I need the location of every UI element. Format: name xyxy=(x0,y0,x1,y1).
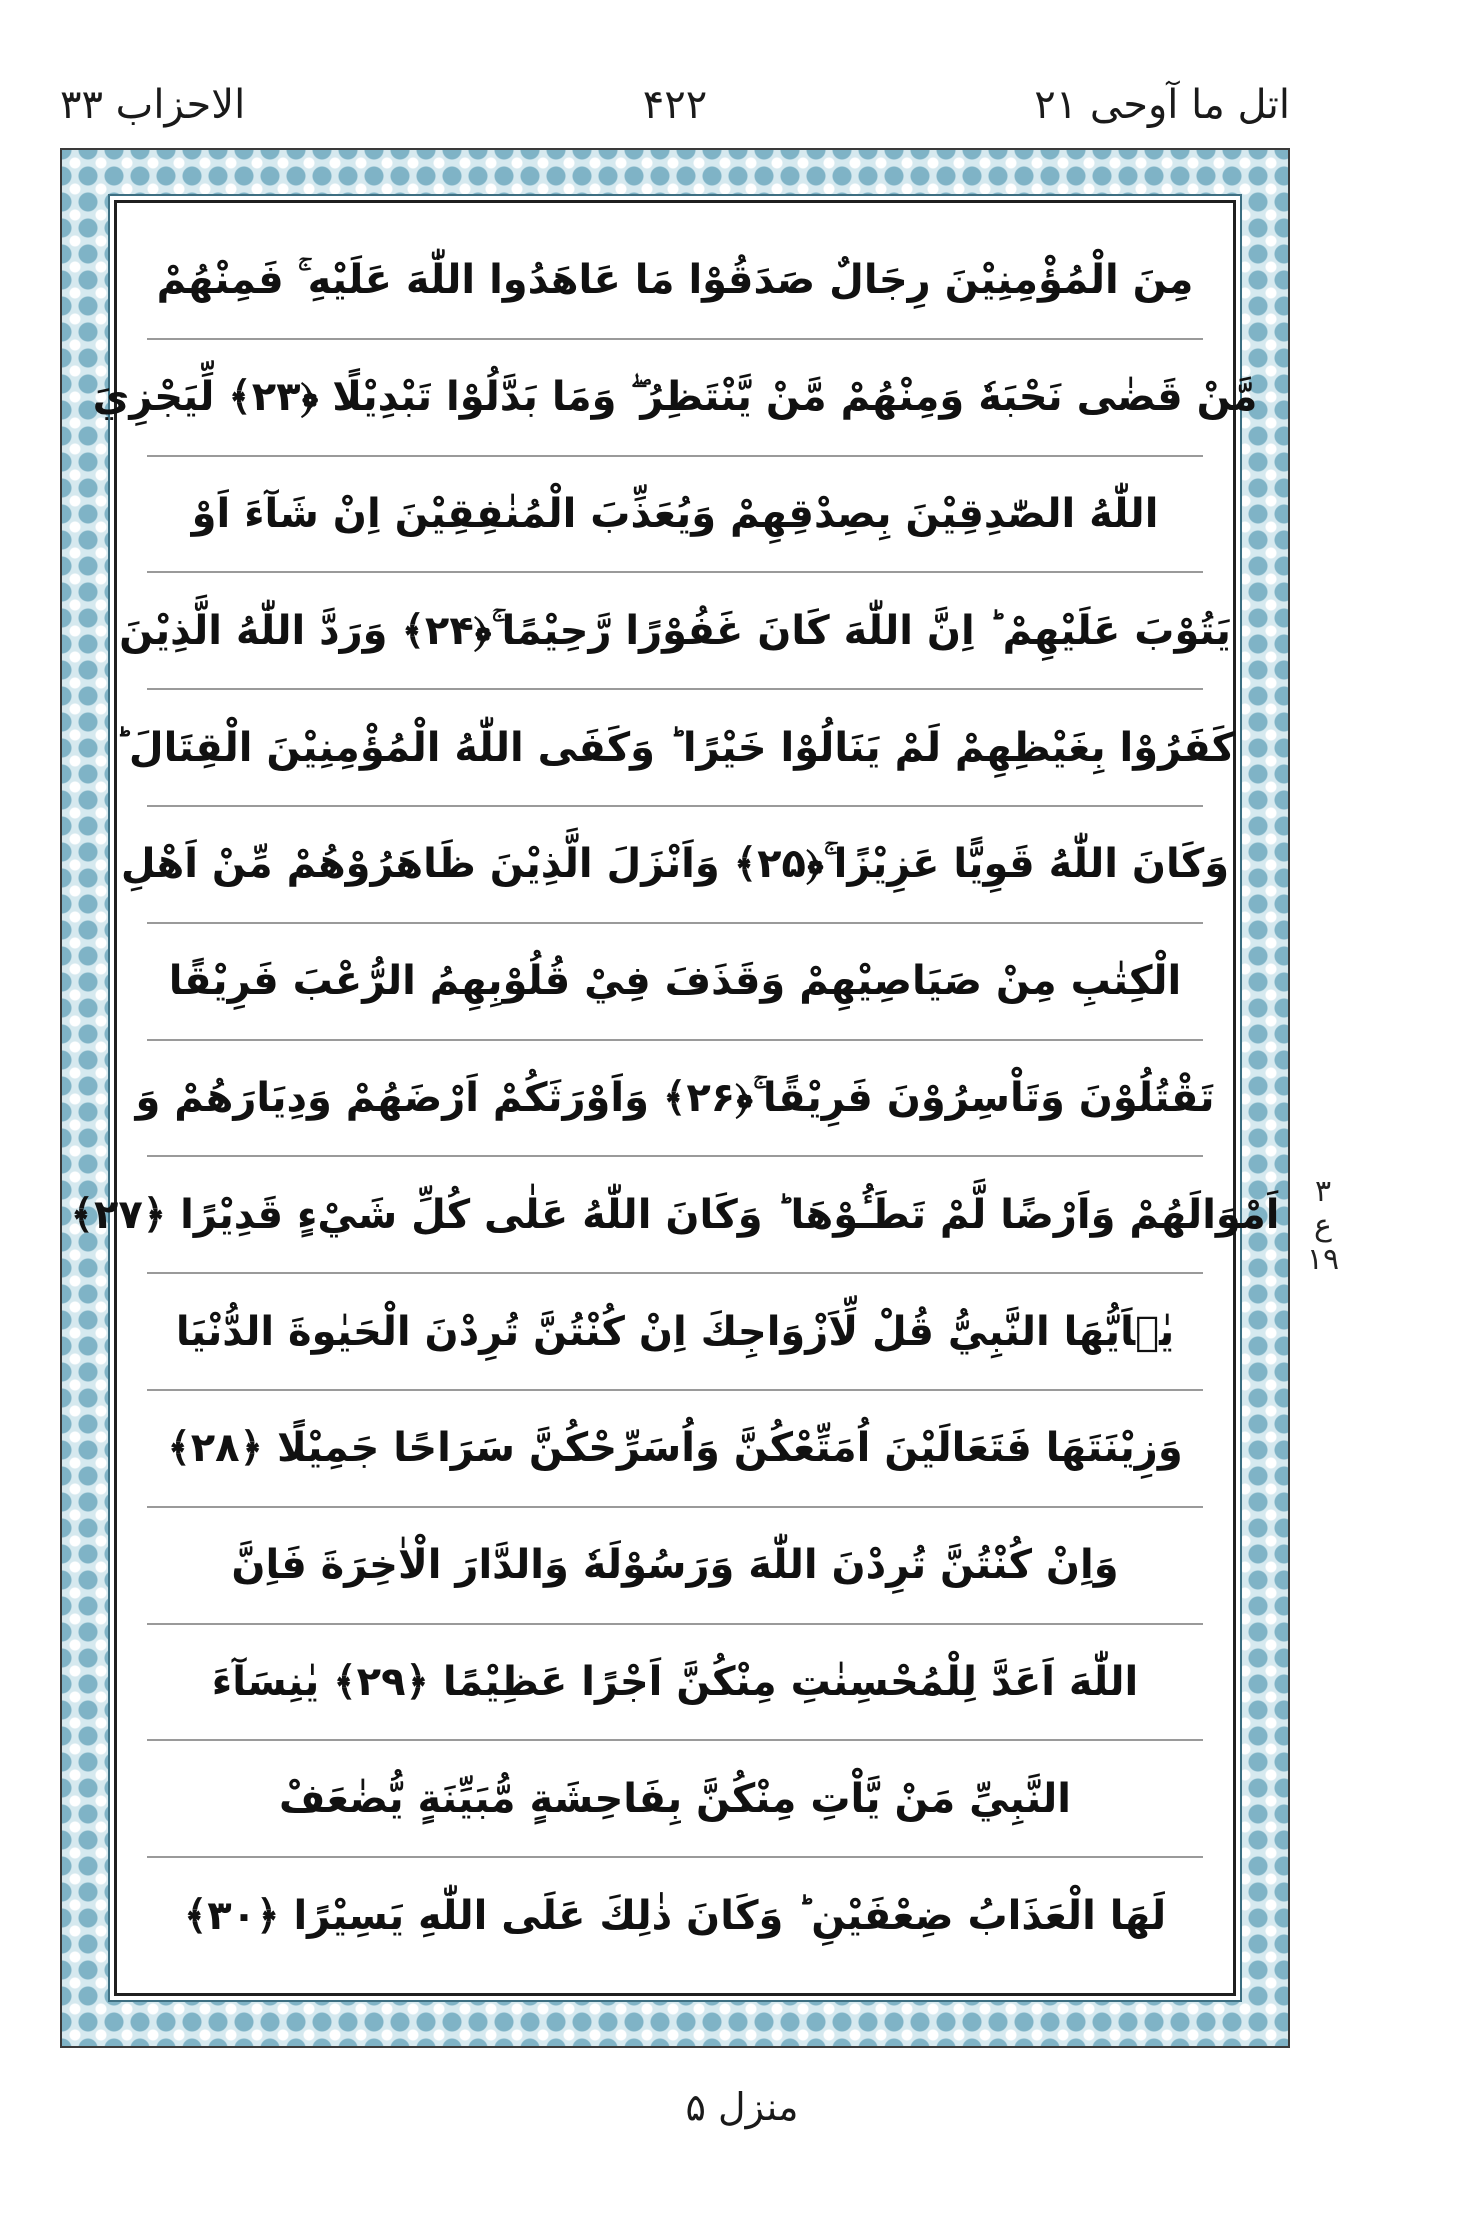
verse-line: لَهَا الْعَذَابُ ضِعْفَيْنِ ؕ وَكَانَ ذٰلِكَ عَلَى اللّٰهِ يَسِيْرًا ﴿۳۰﴾ xyxy=(183,1892,1167,1939)
page-header xyxy=(60,70,1290,140)
verse-line: مَّنْ قَضٰى نَحْبَهٗ وَمِنْهُمْ مَّنْ يَّنْتَظِرُ ۖ وَمَا بَدَّلُوْا تَبْدِيْلًا ﴿۲۳﴾ لِّيَجْزِيَ xyxy=(147,340,1203,457)
ruku-marker xyxy=(1298,1175,1348,1277)
verse-lines xyxy=(70,223,1280,1973)
text-panel xyxy=(70,200,1280,1996)
verse-line: وَكَانَ اللّٰهُ قَوِيًّا عَزِيْزًا ۚ﴿۲۵﴾ وَاَنْزَلَ الَّذِيْنَ ظَاهَرُوْهُمْ مِّنْ اَهْلِ xyxy=(147,807,1203,924)
ruku-marker-symbol: ع xyxy=(1314,1208,1332,1243)
verse-line: مِنَ الْمُؤْمِنِيْنَ رِجَالٌ صَدَقُوْا مَا عَاهَدُوا اللّٰهَ عَلَيْهِ ۚ فَمِنْهُمْ xyxy=(147,223,1203,340)
verse-line: كَفَرُوْا بِغَيْظِهِمْ لَمْ يَنَالُوْا خَيْرًا ؕ وَكَفَى اللّٰهُ الْمُؤْمِنِيْنَ الْقِتَالَ ؕ xyxy=(147,690,1203,807)
ruku-marker-bottom: ١٩ xyxy=(1306,1242,1340,1277)
verse-line: يَتُوْبَ عَلَيْهِمْ ؕ اِنَّ اللّٰهَ كَانَ غَفُوْرًا رَّحِيْمًا ۚ﴿۲۴﴾ وَرَدَّ اللّٰهُ الَّذِيْنَ xyxy=(147,573,1203,690)
verse-line: النَّبِيِّ مَنْ يَّاْتِ مِنْكُنَّ بِفَاحِشَةٍ مُّبَيِّنَةٍ يُّضٰعَفْ xyxy=(147,1741,1203,1858)
verse-line: وَاِنْ كُنْتُنَّ تُرِدْنَ اللّٰهَ وَرَسُوْلَهٗ وَالدَّارَ الْاٰخِرَةَ فَاِنَّ xyxy=(147,1508,1203,1625)
ruku-marker-top: ٣ xyxy=(1314,1174,1332,1209)
verse-line: اَمْوَالَهُمْ وَاَرْضًا لَّمْ تَطَـُٔوْهَا ؕ وَكَانَ اللّٰهُ عَلٰى كُلِّ شَيْءٍ قَدِيْرًا ﴿۲۷﴾ xyxy=(147,1157,1203,1274)
verse-line: اللّٰهُ الصّٰدِقِيْنَ بِصِدْقِهِمْ وَيُعَذِّبَ الْمُنٰفِقِيْنَ اِنْ شَآءَ اَوْ xyxy=(147,457,1203,574)
ornamental-border xyxy=(60,148,1290,2048)
juz-title: اتل ما آوحی ۲۱ xyxy=(1034,82,1290,128)
verse-line: تَقْتُلُوْنَ وَتَاْسِرُوْنَ فَرِيْقًا ۚ﴿۲۶﴾ وَاَوْرَثَكُمْ اَرْضَهُمْ وَدِيَارَهُمْ وَ xyxy=(147,1041,1203,1158)
manzil-footer: منزل ۵ xyxy=(685,2085,799,2129)
surah-title: الاحزاب ۳۳ xyxy=(60,82,246,128)
page-number: ۴۲۲ xyxy=(642,82,708,128)
verse-line: اللّٰهَ اَعَدَّ لِلْمُحْسِنٰتِ مِنْكُنَّ اَجْرًا عَظِيْمًا ﴿۲۹﴾ يٰنِسَآءَ xyxy=(147,1625,1203,1742)
verse-line: وَزِيْنَتَهَا فَتَعَالَيْنَ اُمَتِّعْكُنَّ وَاُسَرِّحْكُنَّ سَرَاحًا جَمِيْلًا ﴿۲۸﴾ xyxy=(147,1391,1203,1508)
verse-line: يٰۤاَيُّهَا النَّبِيُّ قُلْ لِّاَزْوَاجِكَ اِنْ كُنْتُنَّ تُرِدْنَ الْحَيٰوةَ الدُّنْيَا xyxy=(147,1274,1203,1391)
verse-line: الْكِتٰبِ مِنْ صَيَاصِيْهِمْ وَقَذَفَ فِيْ قُلُوْبِهِمُ الرُّعْبَ فَرِيْقًا xyxy=(147,924,1203,1041)
